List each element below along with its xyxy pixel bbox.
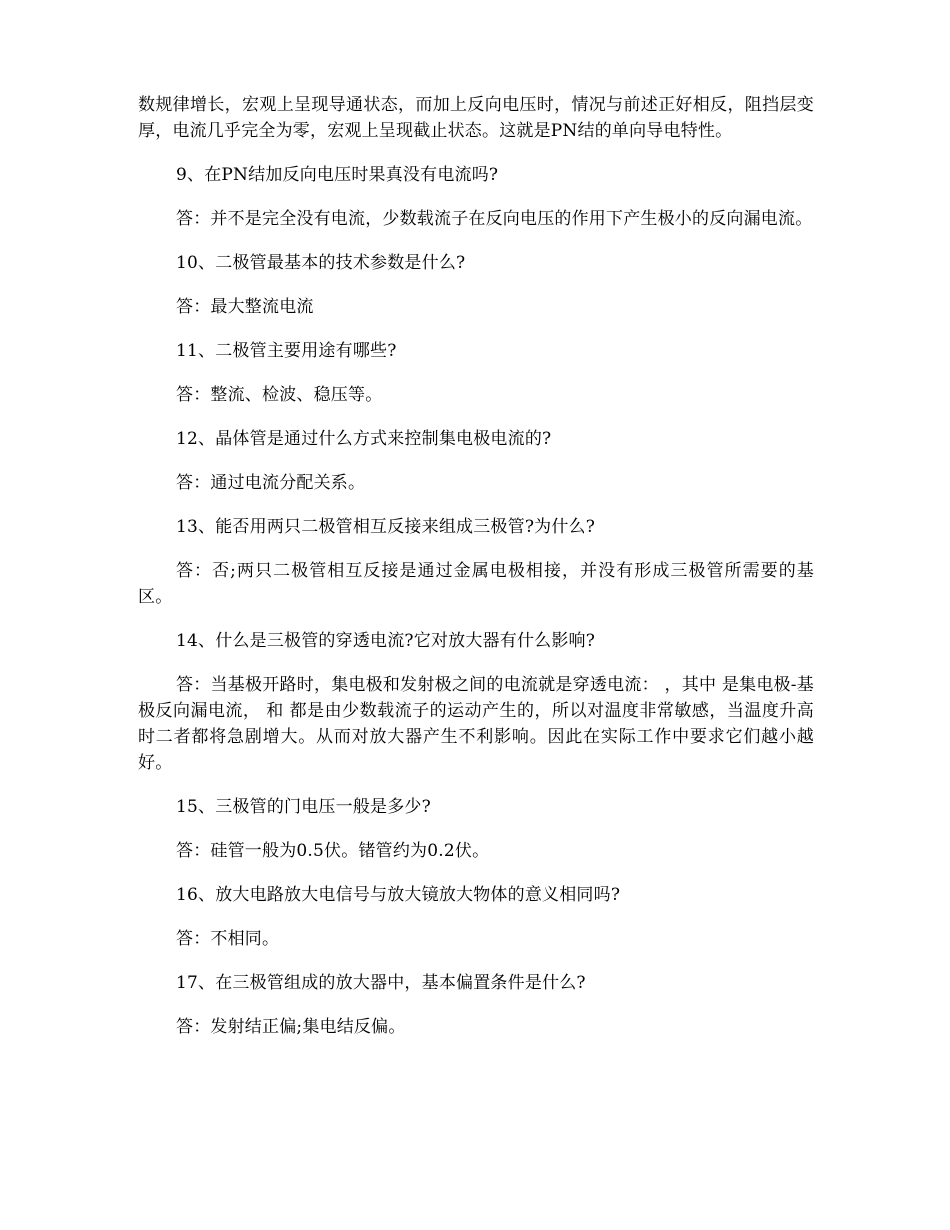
question-17: 17、在三极管组成的放大器中，基本偏置条件是什么? (176, 973, 586, 993)
answer-16: 答：不相同。 (176, 929, 280, 949)
answer-10: 答：最大整流电流 (176, 297, 314, 317)
question-15: 15、三极管的门电压一般是多少? (176, 797, 431, 817)
question-11: 11、二极管主要用途有哪些? (176, 341, 397, 361)
answer-9: 答：并不是完全没有电流，少数载流子在反向电压的作用下产生极小的反向漏电流。 (176, 209, 813, 229)
answer-17: 答：发射结正偏;集电结反偏。 (176, 1017, 406, 1037)
answer-12: 答：通过电流分配关系。 (176, 473, 366, 493)
question-12: 12、晶体管是通过什么方式来控制集电极电流的? (176, 429, 552, 449)
document-body (138, 92, 814, 1058)
question-13: 13、能否用两只二极管相互反接来组成三极管?为什么? (176, 517, 596, 537)
question-16: 16、放大电路放大电信号与放大镜放大物体的意义相同吗? (176, 885, 621, 905)
answer-14: 答：当基极开路时，集电极和发射极之间的电流就是穿透电流： ，其中 是集电极-基极反向漏电流， 和 都是由少数载流子的运动产生的，所以对温度非常敏感，当温度升高时二者都将急剧增大。从而对放大器产生不利影响。因此在实际工作中要求它们越小越好。 (138, 675, 814, 773)
answer-11: 答：整流、检波、稳压等。 (176, 385, 383, 405)
question-10: 10、二极管最基本的技术参数是什么? (176, 253, 466, 273)
paragraph-continuation: 数规律增长，宏观上呈现导通状态，而加上反向电压时，情况与前述正好相反，阻挡层变厚，电流几乎完全为零，宏观上呈现截止状态。这就是PN结的单向导电特性。 (138, 95, 814, 141)
question-14: 14、什么是三极管的穿透电流?它对放大器有什么影响? (176, 631, 596, 651)
answer-15: 答：硅管一般为0.5伏。锗管约为0.2伏。 (176, 841, 490, 861)
answer-13: 答：否;两只二极管相互反接是通过金属电极相接，并没有形成三极管所需要的基区。 (138, 561, 814, 607)
question-9: 9、在PN结加反向电压时果真没有电流吗? (176, 165, 499, 185)
